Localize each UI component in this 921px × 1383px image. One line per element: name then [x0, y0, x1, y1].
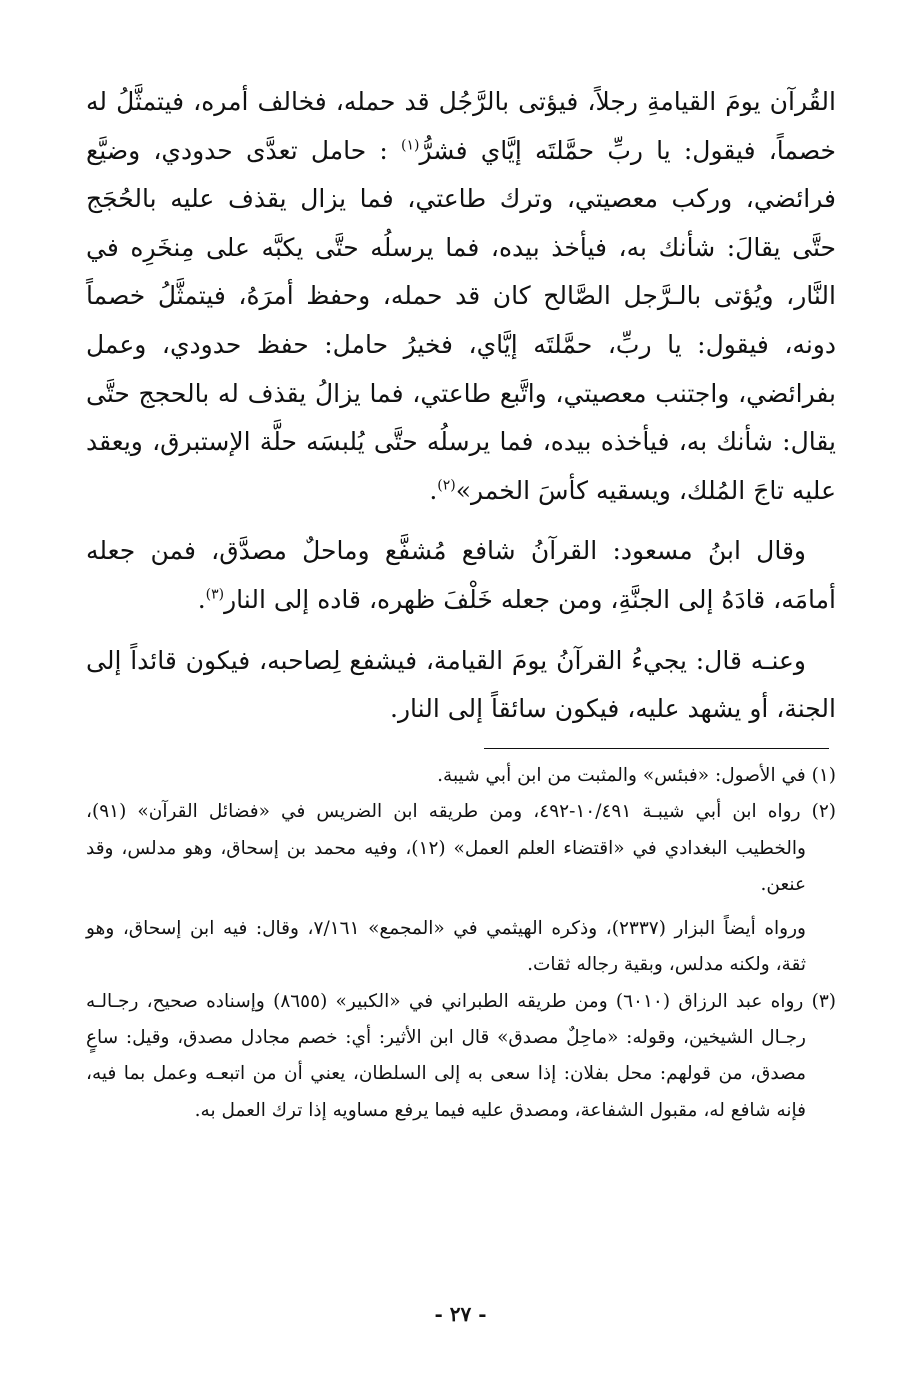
main-text: [86, 78, 836, 734]
footnote-2-continuation: ورواه أيضاً البزار (٢٣٣٧)، وذكره الهيثمي في «المجمع» ٧/١٦١، وقال: فيه ابن إسحاق، وهو ثقة، ولكنه مدلس، وبقية رجاله ثقات.: [86, 918, 806, 976]
footnotes: [86, 758, 836, 1129]
footnote-ref-3[interactable]: (٣): [205, 586, 225, 603]
paragraph-1-text-b: : حامل تعدَّى حدودي، وضيَّع فرائضي، وركب معصيتي، وترك طاعتي، فما يزال يقذف عليه بالحُجَج حتَّى يقالَ: شأنك به، فيأخذ بيده، فما يرسلُه حتَّى يكبَّه على مِنخَرِه في النَّار، ويُؤتى بالـرَّجل الصَّالح كان قد حمله، وحفظ أمرَهُ، فيتمثَّلُ خصماً دونه، فيقول: يا ربِّ، حمَّلتَه إيَّاي، فخيرُ حامل: حفظ حدودي، وعمل بفرائضي، واجتنب معصيتي، واتَّبع طاعتي، فما يزالُ يقذف له بالحجج حتَّى يقال: شأنك به، فيأخذه بيده، فما يرسلُه حتَّى يُلبسَه حلَّة الإستبرق، ويعقد عليه تاجَ المُلك، ويسقيه كأسَ الخمر»: [86, 135, 836, 505]
footnote-1: (١) في الأصول: «فبئس» والمثبت من ابن أبي شيبة.: [437, 765, 836, 786]
footnote-ref-2[interactable]: (٢): [437, 477, 456, 494]
paragraph-1: [86, 78, 836, 515]
paragraph-1-text-a: القُرآن يومَ القيامةِ رجلاً، فيؤتى بالرَّجُل قد حمله، فخالف أمره، فيتمثَّلُ له خصماً، فيقول: يا ربِّ حمَّلتَه إيَّاي فشرُّ: [86, 87, 836, 165]
paragraph-2-end: .: [197, 584, 206, 614]
paragraph-3: [86, 637, 836, 734]
page-number: - ٢٧ -: [434, 1302, 487, 1326]
footnote-3: (٣) رواه عبد الرزاق (٦٠١٠) ومن طريقه الطبراني في «الكبير» (٨٦٥٥) وإسناده صحيح، رجـالـه رجـال الشيخين، وقوله: «ماحِلٌ مصدق» قال ابن الأثير: أي: خصم مجادل مصدق، وقيل: ساعٍ مصدق، من قولهم: محل بفلان: إذا سعى به إلى السلطان، يعني أن من اتبعـه وعمل بما فيه، فإنه شافع له، مقبول الشفاعة، ومصدق عليه فيما يرفع مساويه إذا ترك العمل به.: [86, 990, 836, 1121]
paragraph-2-text-a: وقال ابنُ مسعود: القرآنُ شافع مُشفَّع وماحلٌ مصدَّق، فمن جعله أمامَه، قادَهُ إلى الجنَّةِ، ومن جعله خَلْفَ ظهره، قاده إلى النار: [86, 536, 836, 614]
footnote-ref-1[interactable]: (١): [401, 137, 420, 154]
paragraph-3-text: وعنـه قال: يجيءُ القرآنُ يومَ القيامة، فيشفع لِصاحبه، فيكون قائداً إلى الجنة، أو يشهد عليه، فيكون سائقاً إلى النار.: [86, 645, 836, 724]
footnote-2: (٢) رواه ابن أبي شيبـة ١٠/٤٩١-٤٩٢، ومن طريقه ابن الضريس في «فضائل القرآن» (٩١)، والخطيب البغدادي في «اقتضاء العلم العمل» (١٢)، وفيه محمد بن إسحاق، وهو مدلس، وقد عنعن.: [86, 801, 836, 895]
footnote-separator: [484, 748, 829, 749]
paragraph-2: [86, 527, 836, 624]
paragraph-1-end: .: [429, 475, 438, 505]
